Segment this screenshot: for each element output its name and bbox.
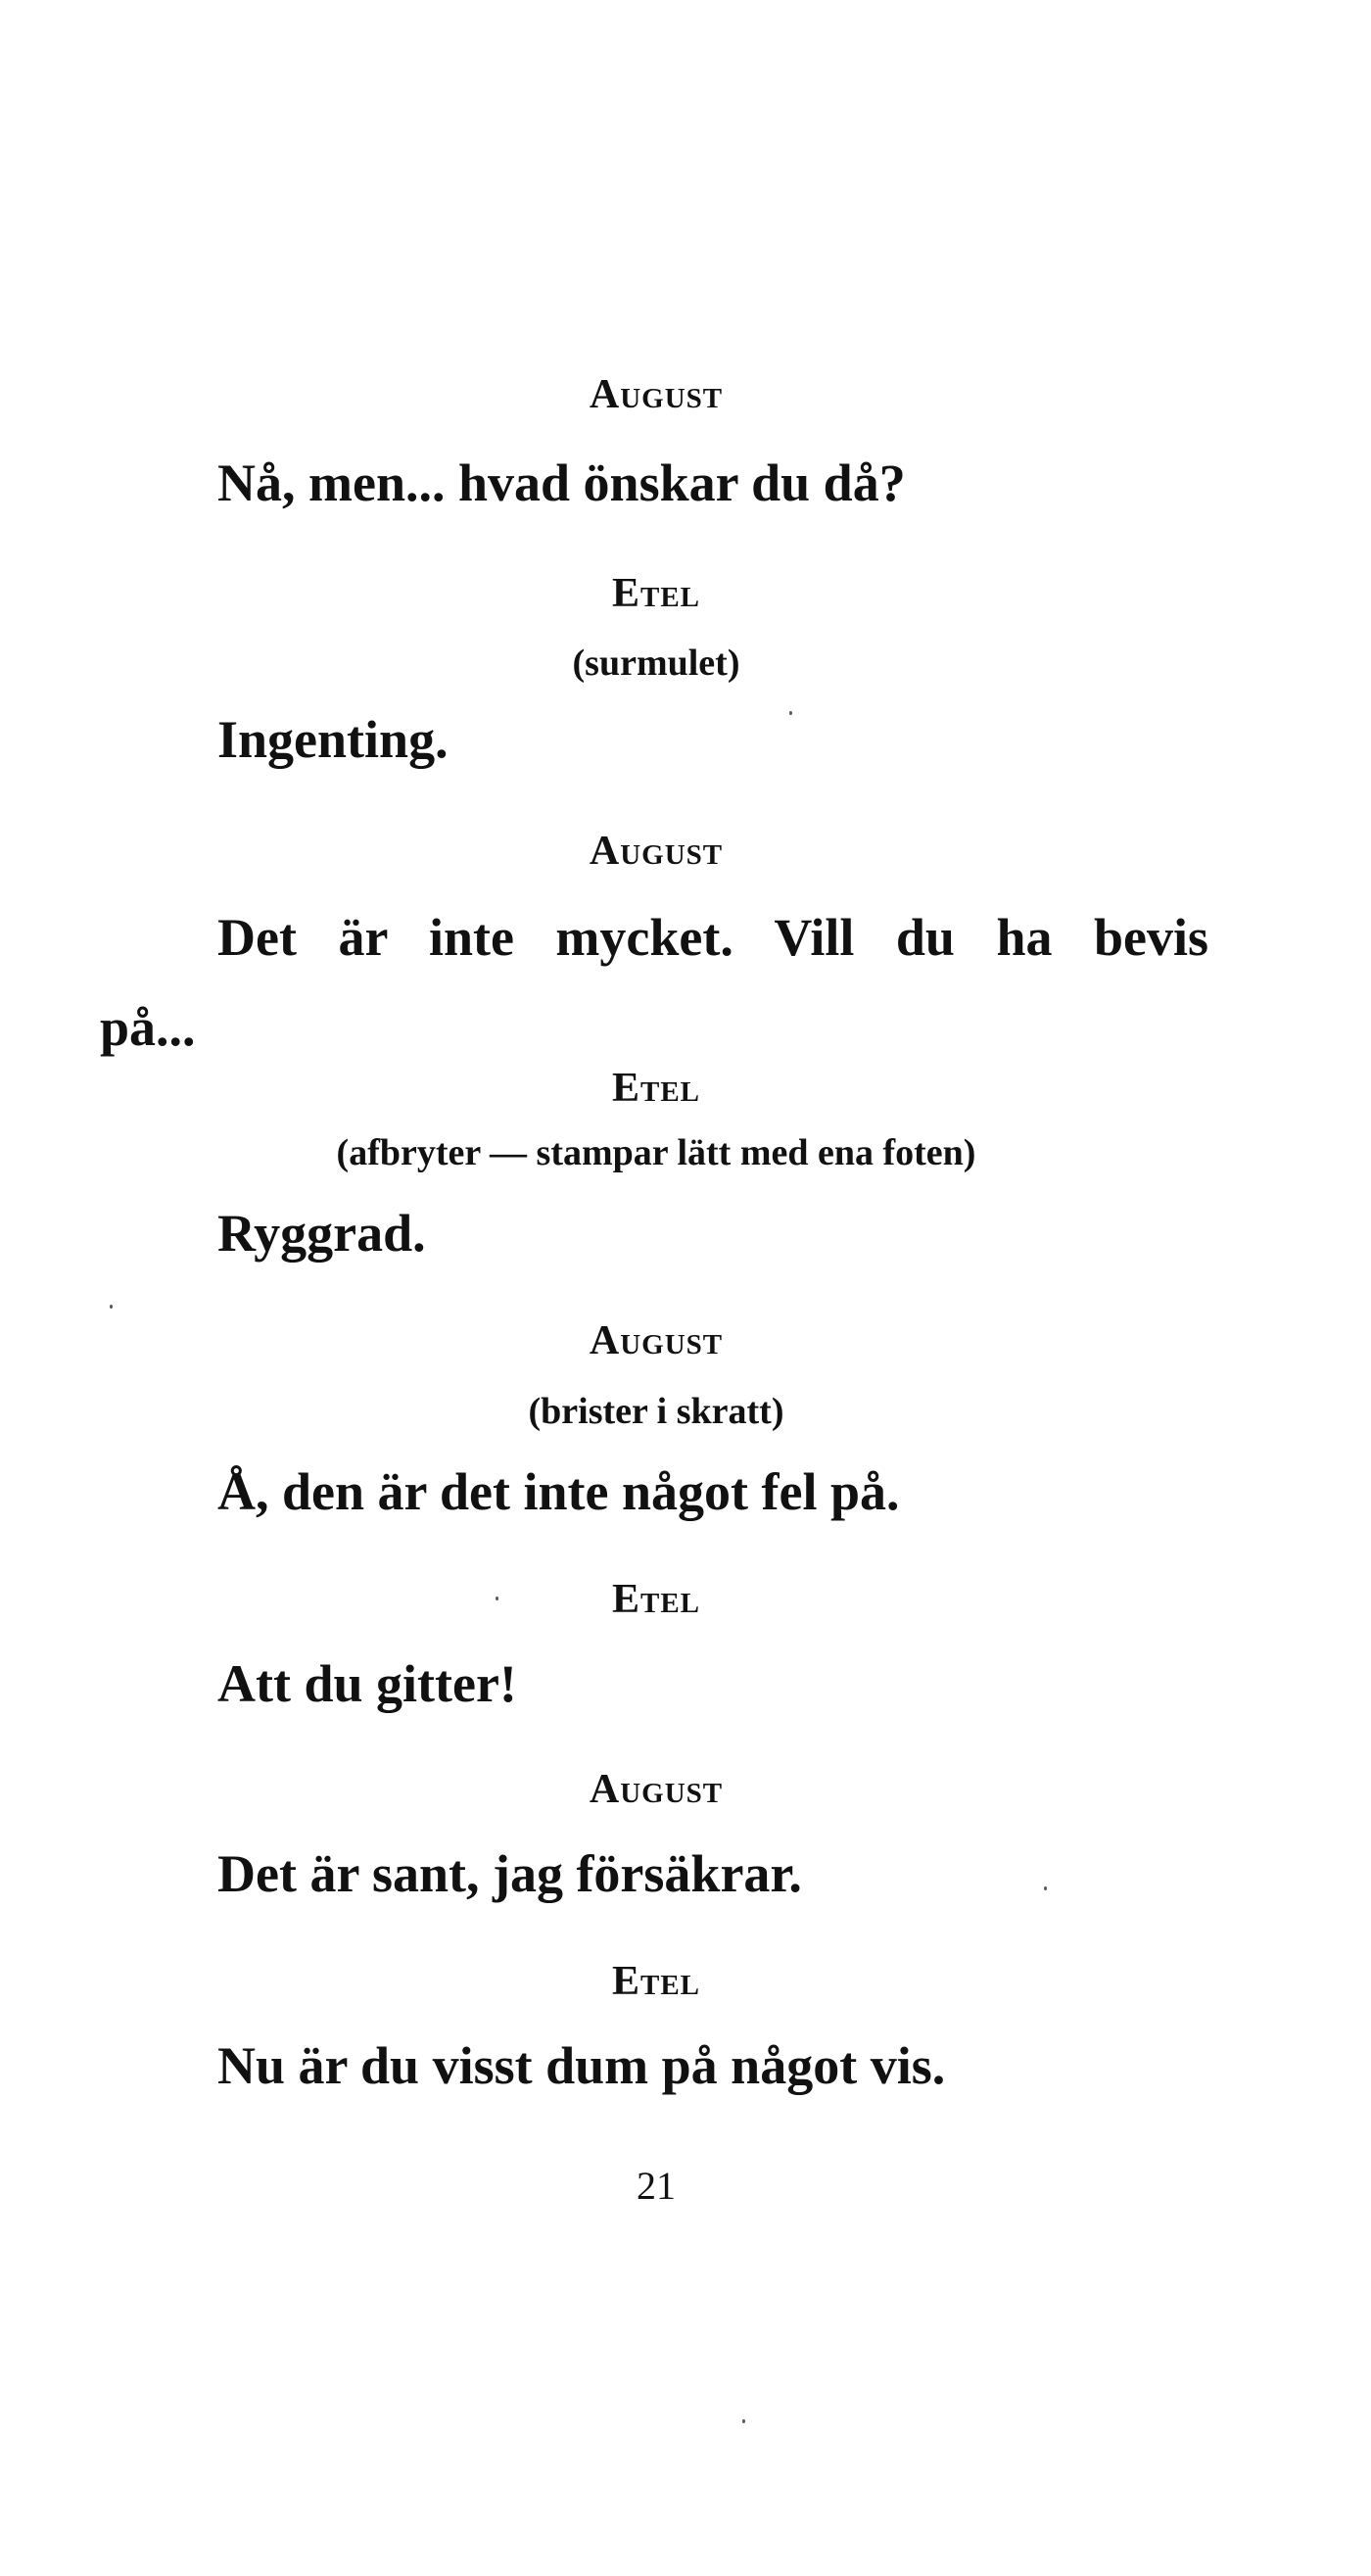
dialogue-line: Ryggrad. — [217, 1204, 426, 1263]
speaker-name: August — [589, 372, 724, 417]
stage-direction: (surmulet) — [572, 643, 740, 684]
dialogue-line: Det är inte mycket. Vill du ha bevis — [217, 908, 1208, 967]
dialogue-line: Å, den är det inte något fel på. — [217, 1462, 900, 1521]
speaker-name: August — [589, 829, 724, 874]
dialogue-line: Nå, men... hvad önskar du då? — [217, 453, 906, 512]
dialogue-line: Nu är du visst dum på något vis. — [217, 2036, 946, 2095]
speaker-name: Etel — [611, 1577, 701, 1622]
print-speck — [789, 711, 792, 715]
speaker-name: Etel — [611, 571, 701, 616]
print-speck — [110, 1305, 113, 1309]
stage-direction: (brister i skratt) — [528, 1391, 784, 1432]
dialogue-line: Ingenting. — [217, 710, 449, 769]
speaker-name: August — [589, 1318, 724, 1363]
speaker-name: Etel — [611, 1066, 701, 1111]
dialogue-line-continuation: på... — [100, 998, 196, 1057]
page-number: 21 — [637, 2164, 676, 2208]
stage-direction: (afbryter — stampar lätt med ena foten) — [336, 1132, 976, 1173]
dialogue-line: Det är sant, jag försäkrar. — [217, 1844, 802, 1903]
print-speck — [1044, 1886, 1047, 1890]
print-speck — [496, 1597, 498, 1600]
speaker-name: Etel — [611, 1959, 701, 2004]
print-speck — [742, 2419, 745, 2423]
dialogue-line: Att du gitter! — [217, 1654, 517, 1713]
speaker-name: August — [589, 1767, 724, 1812]
